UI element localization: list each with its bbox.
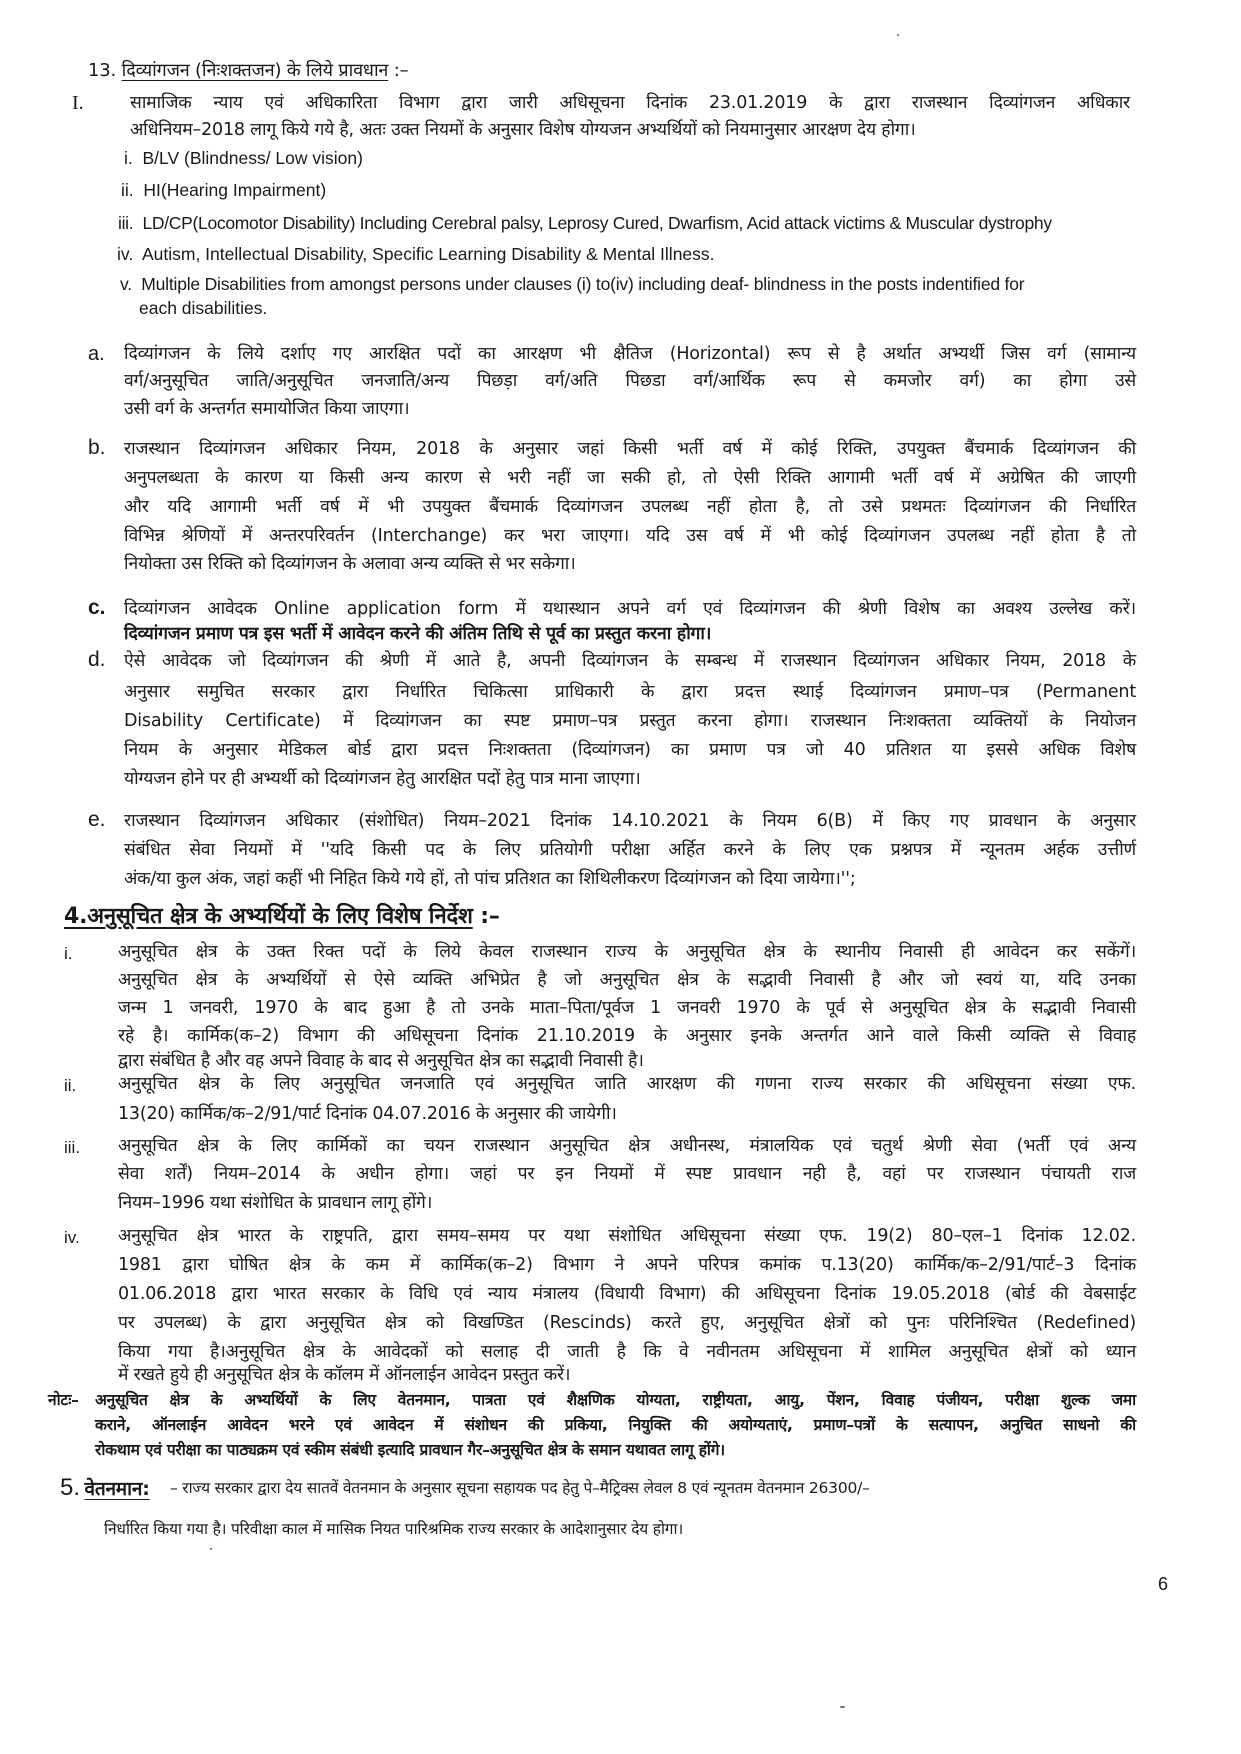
section-4-item-line: नियम–1996 यथा संशोधित के प्रावधान लागू होंगे। <box>118 1193 433 1213</box>
section-4-item-line: 01.06.2018 द्वारा भारत सरकार के विधि एवं न्याय मंत्रालय (विधायी विभाग) की अधिसूचना दिनांक 19.05.2018 (बोर्ड की वेबसाईट <box>118 1284 1136 1304</box>
item-a-line-1: दिव्यांगजन के लिये दर्शाए गए आरक्षित पदों का आरक्षण भी क्षैतिज (Horizontal) रूप से है अर्थात अभ्यर्थी जिस वर्ग (सामान्य <box>124 344 1136 364</box>
category-item: i. B/LV (Blindness/ Low vision) <box>124 148 363 168</box>
note-line: रोकथाम एवं परीक्षा का पाठ्यक्रम एवं स्कीम संबंधी इत्यादि प्रावधान गैर–अनुसूचित क्षेत्र के समान यथावत लागू होंगे। <box>95 1441 725 1459</box>
section-4-item-line: में रखते हुये ही अनुसूचित क्षेत्र के कॉलम में ऑनलाईन आवेदन प्रस्तुत करें। <box>118 1365 571 1385</box>
section-4-item-ii-marker: ii. <box>64 1076 77 1095</box>
section-4-item-line: सेवा शर्तें) नियम–2014 के अधीन होगा। जहां पर इन नियमों में स्पष्ट प्रावधान नही है, वहां पर राजस्थान पंचायती राज <box>118 1164 1136 1184</box>
item-c-line-2-bold: दिव्यांगजन प्रमाण पत्र इस भर्ती में आवेदन करने की अंतिम तिथि से पूर्व का प्रस्तुत करना होगा। <box>124 624 712 644</box>
section-4-item-line: अनुसूचित क्षेत्र के लिए कार्मिकों का चयन राजस्थान अनुसूचित क्षेत्र अधीनस्थ, मंत्रालयिक एवं चतुर्थ श्रेणी सेवा (भर्ती एवं अन्य <box>118 1136 1136 1156</box>
item-b-line: विभिन्न श्रेणियों में अन्तरपरिवर्तन (Interchange) कर भरा जाएगा। यदि उस वर्ष में भी कोई दिव्यांगजन उपलब्ध नहीं होता है तो <box>124 526 1136 546</box>
note-line: अनुसूचित क्षेत्र के अभ्यर्थियों के लिए वेतनमान, पात्रता एवं शैक्षणिक योग्यता, राष्ट्रीयता, आयु, पेंशन, विवाह पंजीयन, परीक्षा शुल्क जमा <box>95 1391 1136 1409</box>
section-4-item-line: पर उपलब्ध) के द्वारा अनुसूचित क्षेत्र को विखण्डित (Rescinds) करते हुए, अनुसूचित क्षेत्रों को पुनः परिनिश्चित (Redefined) <box>118 1313 1136 1333</box>
category-item-continuation: each disabilities. <box>139 298 268 318</box>
item-b-line: नियोक्ता उस रिक्ति को दिव्यांगजन के अलावा अन्य व्यक्ति से भर सकेगा। <box>124 554 576 574</box>
section-4-item-line: द्वारा संबंधित है और वह अपने विवाह के बाद से अनुसूचित क्षेत्र का सद्भावी निवासी है। <box>118 1051 644 1071</box>
section-4-item-line: रहे है। कार्मिक(क–2) विभाग की अधिसूचना दिनांक 21.10.2019 के अनुसार इनके अन्तर्गत आने वाले किसी व्यक्ति से विवाह <box>118 1026 1136 1046</box>
item-b-line: और यदि आगामी भर्ती वर्ष में भी उपयुक्त बैंचमार्क दिव्यांगजन उपलब्ध नहीं होता है, तो उसे प्रथमतः दिव्यांगजन की निर्धारित <box>124 497 1136 517</box>
section-4-item-line: जन्म 1 जनवरी, 1970 के बाद हुआ है तो उनके माता–पिता/पूर्वज 1 जनवरी 1970 के पूर्व से अनुसूचित क्षेत्र के सद्भावी निवासी <box>118 998 1136 1018</box>
note-label: नोटः– <box>48 1391 79 1409</box>
section-5-heading <box>60 1474 150 1502</box>
category-item: v. Multiple Disabilities from amongst persons under clauses (i) to(iv) including deaf- blindness in the posts indentified for <box>120 274 1025 294</box>
item-e-marker: e. <box>88 808 106 831</box>
item-I-line-2: अधिनियम–2018 लागू किये गये है, अतः उक्त नियमों के अनुसार विशेष योग्यजन अभ्यर्थियों को नियमानुसार आरक्षण देय होगा। <box>130 120 916 140</box>
section-13-number: 13. <box>88 60 117 81</box>
section-13-heading <box>88 62 408 80</box>
section-4-heading <box>64 906 500 928</box>
item-e-line: अंक/या कुल अंक, जहां कहीं भी निहित किये गये हों, तो पांच प्रतिशत का शिथिलीकरण दिव्यांगजन को दिया जायेगा।''; <box>124 869 856 889</box>
section-5-line-2: निर्धारित किया गया है। परिवीक्षा काल में मासिक नियत पारिश्रमिक राज्य सरकार के आदेशानुसार देय होगा। <box>104 1520 684 1538</box>
scan-speck <box>210 1548 212 1550</box>
item-d-line: नियम के अनुसार मेडिकल बोर्ड द्वारा प्रदत्त निःशक्तता (दिव्यांगजन) का प्रमाण पत्र जो 40 प्रतिशत या इससे अधिक विशेष <box>124 740 1136 760</box>
item-a-line-2: वर्ग/अनुसूचित जाति/अनुसूचित जनजाति/अन्य पिछड़ा वर्ग/अति पिछडा वर्ग/आर्थिक रूप से कमजोर वर्ग) का होगा उसे <box>124 371 1136 391</box>
note-line: कराने, ऑनलाईन आवेदन भरने एवं आवेदन में संशोधन की प्रकिया, नियुक्ति की अयोग्यताएं, प्रमाण–पत्रों के सत्यापन, अनुचित साधनो की <box>95 1416 1136 1434</box>
section-4-item-line: अनुसूचित क्षेत्र भारत के राष्ट्रपति, द्वारा समय–समय पर यथा संशोधित अधिसूचना संख्या एफ. 19(2) 80–एल–1 दिनांक 12.02. <box>118 1226 1136 1246</box>
section-4-item-line: किया गया है।अनुसूचित क्षेत्र के आवेदकों को सलाह दी जाती है कि वे नवीनतम अधिसूचना में शामिल अनुसूचित क्षेत्रों को ध्यान <box>118 1342 1136 1362</box>
item-e-line: संबंधित सेवा नियमों में ''यदि किसी पद के लिए प्रतियोगी परीक्षा अर्हित करने के लिए एक प्रश्नपत्र में न्यूनतम अर्हक उत्तीर्ण <box>124 840 1136 860</box>
section-5-number: 5. <box>60 1474 81 1501</box>
item-d-line: Disability Certificate) में दिव्यांगजन का स्पष्ट प्रमाण–पत्र प्रस्तुत करना होगा। राजस्थान निःशक्तता व्यक्तियों के नियोजन <box>124 711 1136 731</box>
scan-speck <box>840 1706 845 1708</box>
section-4-item-line: 1981 द्वारा घोषित क्षेत्र के कम में कार्मिक(क–2) विभाग ने अपने परिपत्र कमांक प.13(20) कार्मिक/क–2/91/पार्ट–3 दिनांक <box>118 1255 1136 1275</box>
scan-speck <box>897 34 899 36</box>
category-item: ii. HI(Hearing Impairment) <box>121 180 327 200</box>
item-I-marker: I. <box>72 92 84 114</box>
page-number: 6 <box>1158 1574 1169 1594</box>
item-d-line: योग्यजन होने पर ही अभ्यर्थी को दिव्यांगजन हेतु आरक्षित पदों हेतु पात्र माना जाएगा। <box>124 769 641 789</box>
item-c-line-1: दिव्यांगजन आवेदक Online application form में यथास्थान अपने वर्ग एवं दिव्यांगजन की श्रेणी विशेष का अवश्य उल्लेख करें। <box>124 599 1136 619</box>
category-item: iv. Autism, Intellectual Disability, Specific Learning Disability & Mental Illness. <box>117 244 715 264</box>
section-4-item-line: अनुसूचित क्षेत्र के अभ्यर्थियों से ऐसे व्यक्ति अभिप्रेत है जो अनुसूचित क्षेत्र के सद्भावी निवासी है और जो स्वयं या, यदि उनका <box>118 970 1136 990</box>
item-d-line: ऐसे आवेदक जो दिव्यांगजन की श्रेणी में आते है, अपनी दिव्यांगजन के सम्बन्ध में राजस्थान दिव्यांगजन अधिकार नियम, 2018 के <box>124 651 1136 671</box>
item-b-line: राजस्थान दिव्यांगजन अधिकार नियम, 2018 के अनुसार जहां किसी भर्ती वर्ष में कोई रिक्ति, उपयुक्त बैंचमार्क दिव्यांगजन की <box>124 439 1136 459</box>
section-4-item-line: अनुसूचित क्षेत्र के उक्त रिक्त पदों के लिये केवल राजस्थान राज्य के अनुसूचित क्षेत्र के स्थानीय निवासी ही आवेदन कर सकेंगें। <box>118 942 1136 962</box>
item-d-marker: d. <box>88 648 106 671</box>
item-a-marker: a. <box>88 343 105 365</box>
item-I-line-1: सामाजिक न्याय एवं अधिकारिता विभाग द्वारा जारी अधिसूचना दिनांक 23.01.2019 के द्वारा राजस्थान दिव्यांगजन अधिकार <box>130 93 1130 113</box>
section-13-title-suffix: :– <box>393 60 409 81</box>
section-4-item-iii-marker: iii. <box>64 1138 81 1157</box>
section-5-title: वेतनमान: <box>84 1478 150 1500</box>
item-e-line: राजस्थान दिव्यांगजन अधिकार (संशोधित) नियम–2021 दिनांक 14.10.2021 के नियम 6(B) में किए गए प्रावधान के अनुसार <box>124 811 1136 831</box>
item-d-line: अनुसार समुचित सरकार द्वारा निर्धारित चिकित्सा प्राधिकारी के द्वारा प्रदत्त स्थाई दिव्यांगजन प्रमाण–पत्र (Permanent <box>124 682 1136 702</box>
item-c-marker: c. <box>88 596 106 619</box>
section-4-item-line: 13(20) कार्मिक/क–2/91/पार्ट दिनांक 04.07.2016 के अनुसार की जायेगी। <box>118 1104 617 1124</box>
item-b-line: अनुपलब्धता के कारण या किसी अन्य कारण से भरी नहीं जा सकी हो, तो ऐसी रिक्ति आगामी भर्ती वर्ष में अग्रेषित की जाएगी <box>124 468 1136 488</box>
section-4-title: 4.अनुसूचित क्षेत्र के अभ्यर्थियों के लिए विशेष निर्देश <box>64 904 473 929</box>
item-b-marker: b. <box>88 436 106 459</box>
section-4-item-line: अनुसूचित क्षेत्र के लिए अनुसूचित जनजाति एवं अनुसूचित जाति आरक्षण की गणना राज्य सरकार की अधिसूचना संख्या एफ. <box>118 1074 1136 1094</box>
section-4-title-suffix: :– <box>480 904 500 929</box>
section-13-title: दिव्यांगजन (निःशक्तजन) के लिये प्रावधान <box>121 60 389 81</box>
section-4-item-i-marker: i. <box>64 944 73 963</box>
item-a-line-3: उसी वर्ग के अन्तर्गत समायोजित किया जाएगा। <box>124 399 410 419</box>
section-5-line-1: – राज्य सरकार द्वारा देय सातवें वेतनमान के अनुसार सूचना सहायक पद हेतु पे–मैट्रिक्स लेवल 8 एवं न्यूनतम वेतनमान 26300/– <box>170 1479 870 1497</box>
section-4-item-iv-marker: iv. <box>64 1228 80 1247</box>
category-item: iii. LD/CP(Locomotor Disability) Including Cerebral palsy, Leprosy Cured, Dwarfism, Acid attack victims & Muscular dystrophy <box>118 213 1052 233</box>
